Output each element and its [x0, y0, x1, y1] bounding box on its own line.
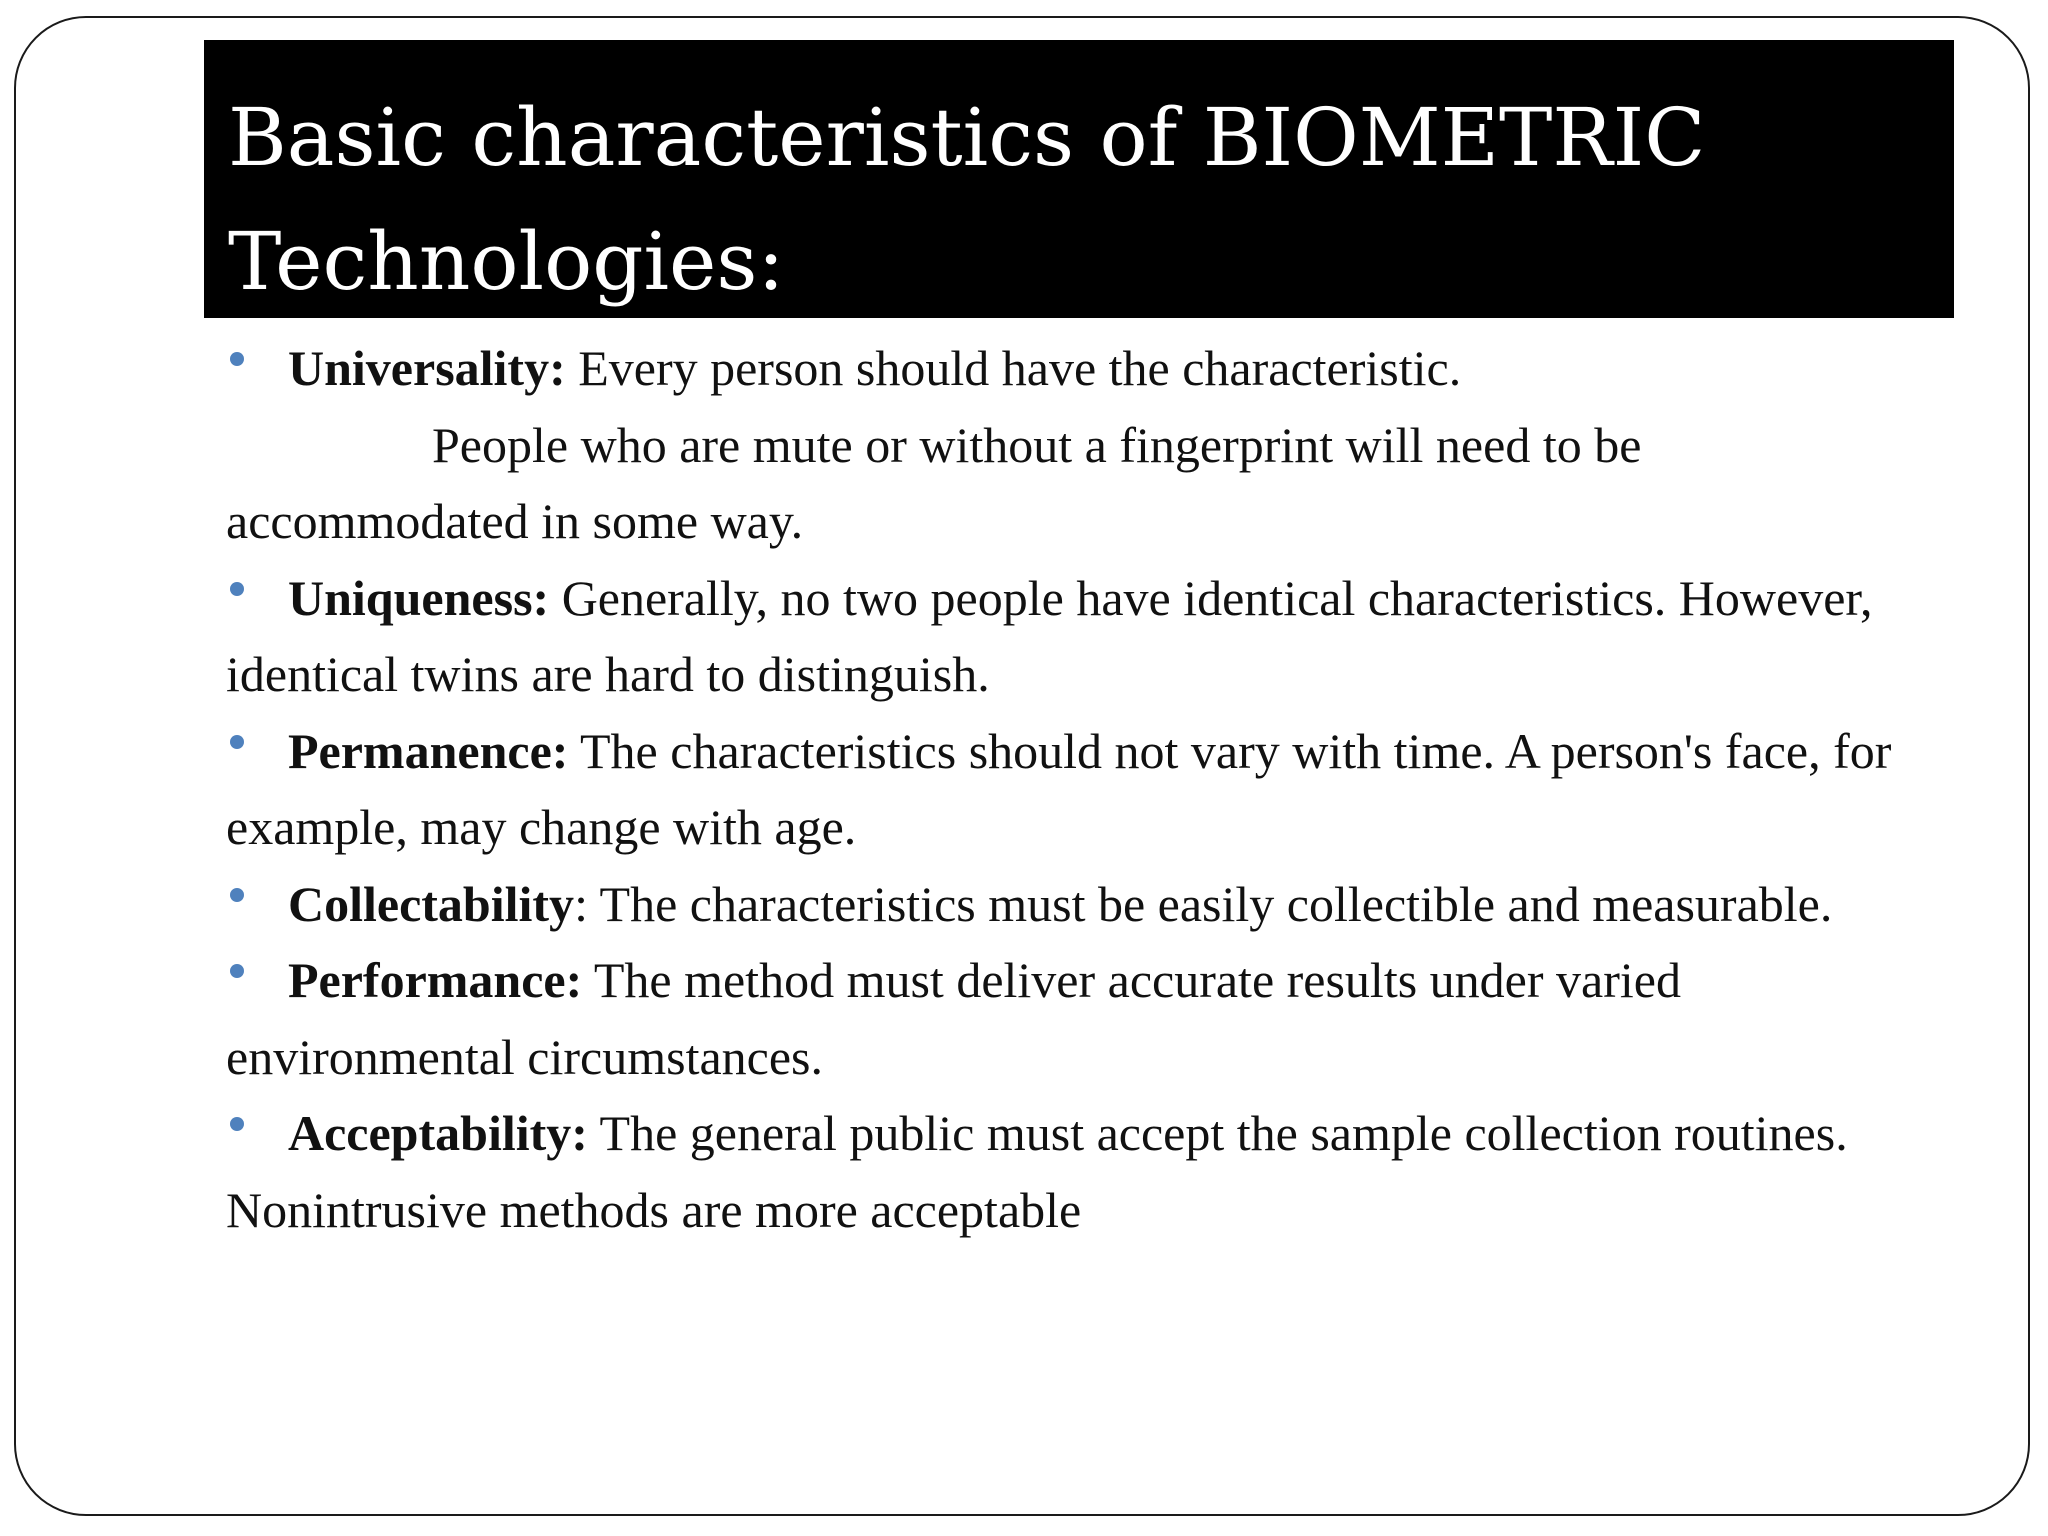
- list-item-uniqueness: [226, 560, 1926, 713]
- term-description: : The characteristics must be easily collectible and measurable.: [574, 875, 1833, 932]
- list-item-permanence: [226, 713, 1926, 866]
- term-description: Every person should have the characteristic.: [565, 340, 1462, 396]
- term-label: Acceptability:: [288, 1105, 588, 1161]
- term-description: Generally, no two people have identical characteristics. However, identical twins are hard to distinguish.: [226, 569, 1873, 702]
- term-extra-text-continued: accommodated in some way.: [226, 493, 804, 549]
- bullet-dot-icon: [230, 964, 244, 978]
- term-description: The general public must accept the sample collection routines. Nonintrusive methods are more acceptable: [226, 1105, 1848, 1238]
- term-label: Permanence:: [288, 722, 569, 779]
- list-item-collectability: [226, 866, 1926, 943]
- slide-title: Basic characteristics of BIOMETRIC Technologies:: [228, 91, 1706, 308]
- term-label: Uniqueness:: [288, 569, 550, 626]
- term-label: Performance:: [288, 952, 583, 1008]
- term-description: The characteristics should not vary with time. A person's face, for example, may change with age.: [226, 722, 1892, 855]
- term-label: Collectability: [288, 875, 575, 932]
- term-extra-text: People who are mute or without a fingerprint will need to be: [432, 416, 1642, 473]
- bullet-dot-icon: [230, 1117, 244, 1131]
- bullet-list: [226, 330, 1926, 1248]
- term-label: Universality:: [288, 340, 566, 396]
- bullet-dot-icon: [230, 888, 244, 902]
- bullet-dot-icon: [230, 582, 244, 596]
- title-bar: [204, 40, 1954, 318]
- list-item-acceptability: [226, 1095, 1926, 1248]
- term-description: The method must deliver accurate results under varied environmental circumstances.: [226, 952, 1681, 1085]
- bullet-dot-icon: [230, 352, 244, 366]
- list-item-performance: [226, 942, 1926, 1095]
- bullet-dot-icon: [230, 735, 244, 749]
- list-item-universality: [226, 330, 1926, 560]
